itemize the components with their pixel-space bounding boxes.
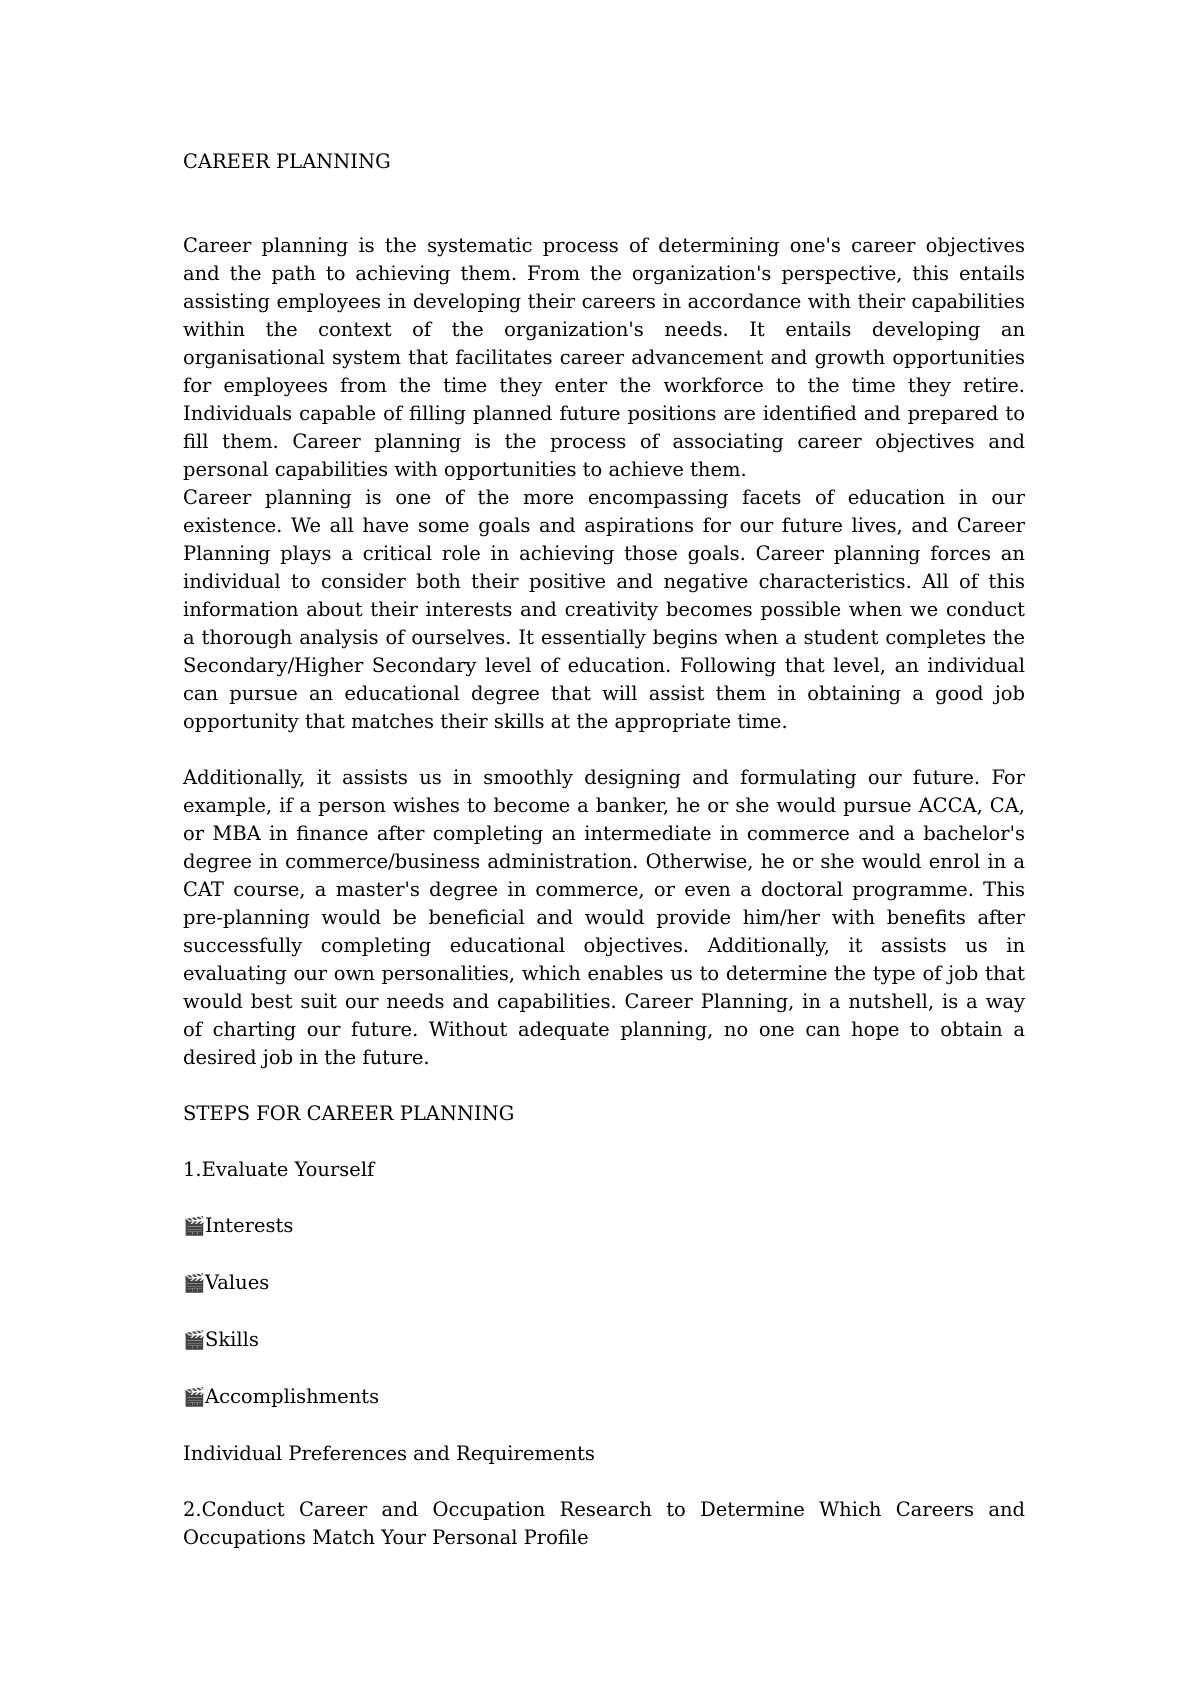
bullet-item-skills <box>183 1326 1025 1355</box>
document-body <box>183 148 1025 1552</box>
bullet-item-values <box>183 1269 1025 1298</box>
paragraph-benefits: Additionally, it assists us in smoothly designing and formulating our future. For example, if a person wishes to become a banker, he or she would pursue ACCA, CA, or MBA in finance after completing an intermediate in commerce and a bachelor's degree in commerce/business administration. Otherwise, he or she would enrol in a CAT course, a master's degree in commerce, or even a doctoral programme. This pre-planning would be beneficial and would provide him/her with benefits after successfully completing educational objectives. Additionally, it assists us in evaluating our own personalities, which enables us to determine the type of job that would best suit our needs and capabilities. Career Planning, in a nutshell, is a way of charting our future. Without adequate planning, no one can hope to obtain a desired job in the future. <box>183 766 1025 1069</box>
paragraph-importance: Career planning is one of the more encompassing facets of education in our existence. We all have some goals and aspirations for our future lives, and Career Planning plays a critical role in achieving those goals. Career planning forces an individual to consider both their positive and negative characteristics. All of this information about their interests and creativity becomes possible when we conduct a thorough analysis of ourselves. It essentially begins when a student completes the Secondary/Higher Secondary level of education. Following that level, an individual can pursue an educational degree that will assist them in obtaining a good job opportunity that matches their skills at the appropriate time. <box>183 486 1025 733</box>
bullet-item-accomplishments <box>183 1383 1025 1412</box>
paragraph-definition: Career planning is the systematic process of determining one's career objectives and the path to achieving them. From the organization's perspective, this entails assisting employees in developing their careers in accordance with their capabilities within the context of the organization's needs. It entails developing an organisational system that facilitates career advancement and growth opportunities for employees from the time they enter the workforce to the time they retire. Individuals capable of filling planned future positions are identified and prepared to fill them. Career planning is the process of associating career objectives and personal capabilities with opportunities to achieve them. <box>183 234 1025 481</box>
steps-heading: STEPS FOR CAREER PLANNING <box>183 1102 515 1125</box>
bullet-label: Accomplishments <box>205 1385 380 1408</box>
preferences-line: Individual Preferences and Requirements <box>183 1442 595 1465</box>
bullet-label: Skills <box>205 1328 259 1351</box>
bullet-label: Interests <box>205 1214 294 1237</box>
bullet-label: Values <box>205 1271 270 1294</box>
clapperboard-icon: 🎬 <box>183 1387 206 1408</box>
step-2-heading: 2.Conduct Career and Occupation Research to Determine Which Careers and Occupations Match Your Personal Profile <box>183 1498 1025 1549</box>
clapperboard-icon: 🎬 <box>183 1216 206 1237</box>
document-title: CAREER PLANNING <box>183 150 391 173</box>
clapperboard-icon: 🎬 <box>183 1273 206 1294</box>
bullet-item-interests <box>183 1212 1025 1241</box>
clapperboard-icon: 🎬 <box>183 1330 206 1351</box>
step-1-heading: 1.Evaluate Yourself <box>183 1158 375 1181</box>
